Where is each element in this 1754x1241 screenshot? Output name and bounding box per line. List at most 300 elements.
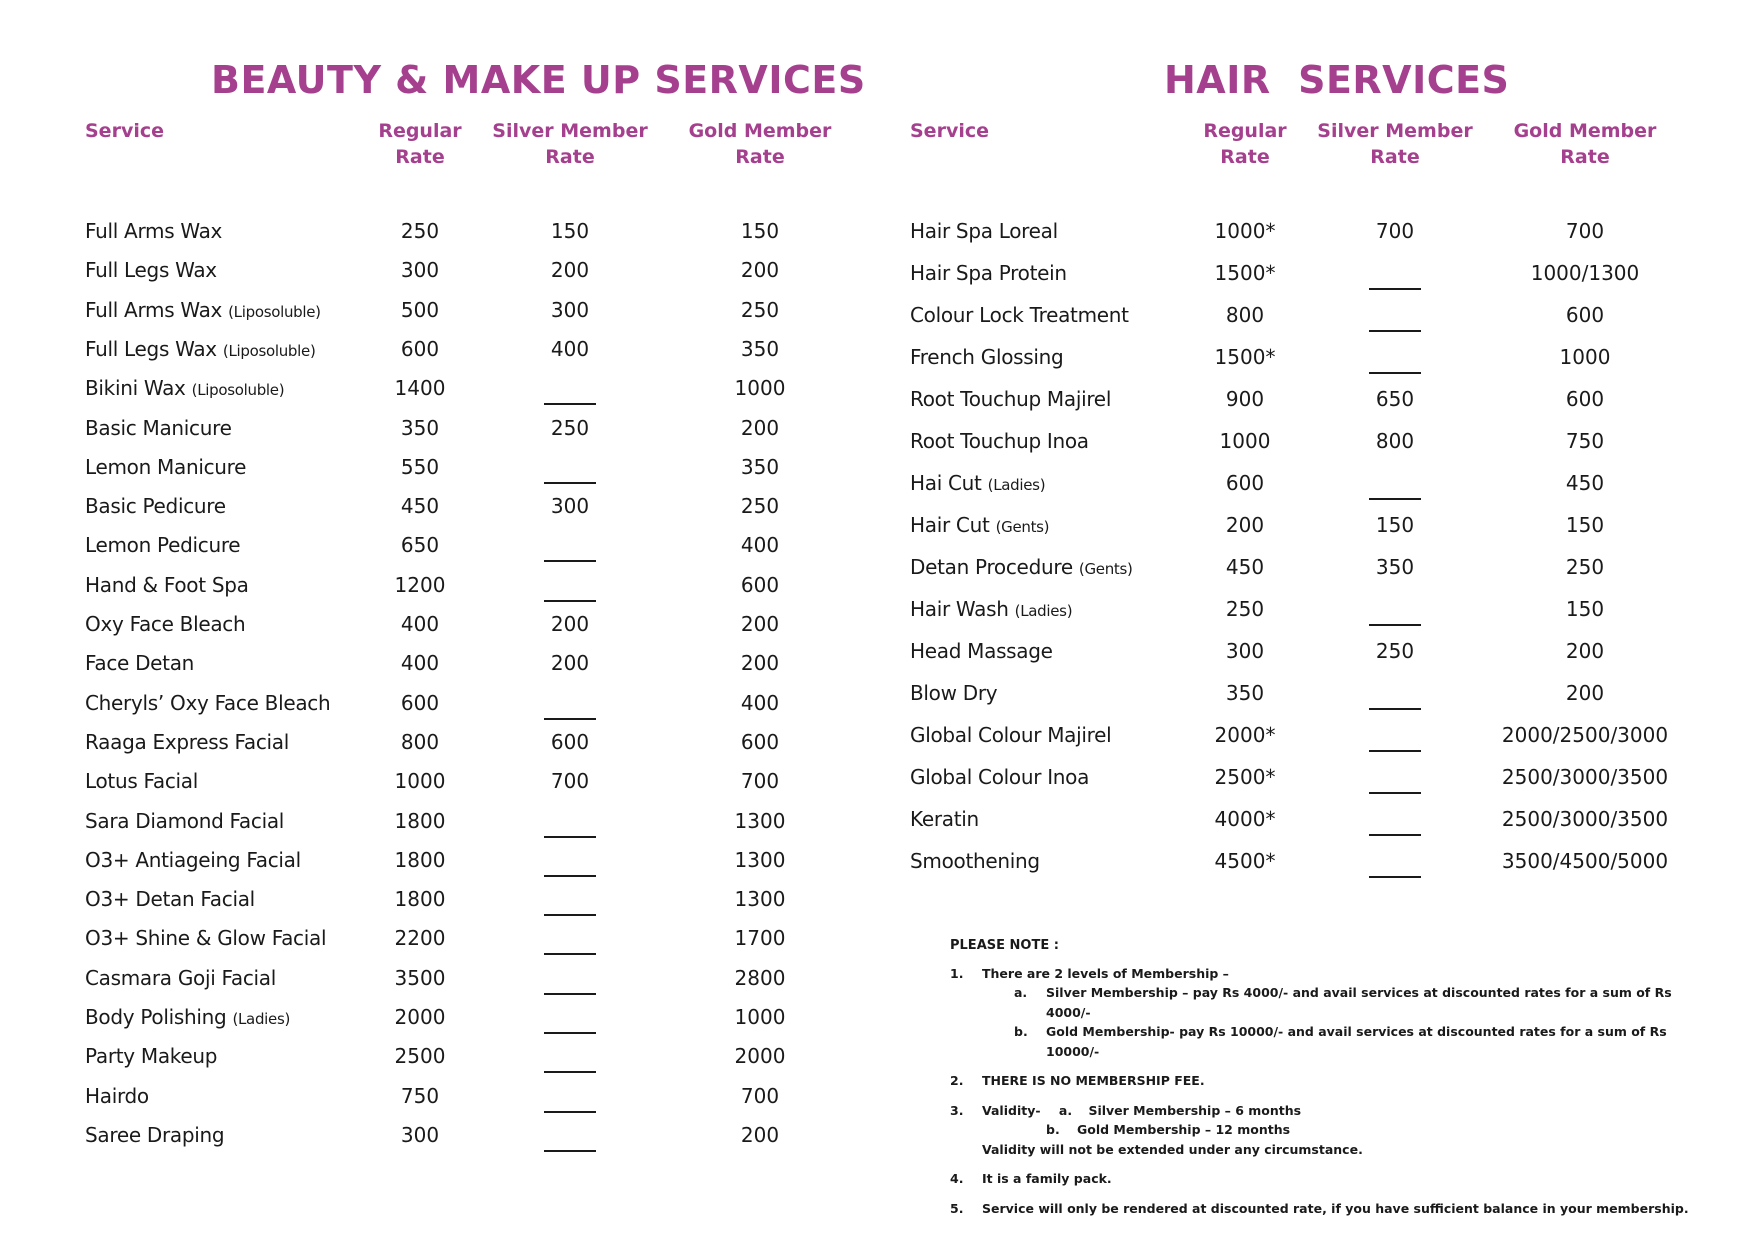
service-name — [910, 258, 1067, 288]
silver-rate: 700 — [1375, 219, 1415, 243]
service-name-text: Root Touchup Majirel — [910, 387, 1112, 411]
gold-rate: 600 — [1565, 303, 1605, 327]
service-name-text: Blow Dry — [910, 681, 998, 705]
service-name — [910, 804, 979, 834]
service-name — [85, 1120, 224, 1150]
regular-rate: 450 — [1225, 555, 1265, 579]
service-row — [85, 334, 845, 364]
regular-rate: 800 — [1225, 303, 1265, 327]
silver-rate — [470, 1041, 670, 1073]
service-qualifier: (Ladies) — [987, 476, 1046, 494]
beauty-header-service: Service — [85, 120, 164, 142]
note-validity-label: Validity- — [982, 1102, 1041, 1118]
note-sub-text: Silver Membership – 6 months — [1088, 1102, 1302, 1118]
regular-rate: 1000 — [394, 769, 446, 794]
not-available-dash — [1369, 372, 1421, 374]
service-name-text: Full Arms Wax — [85, 219, 223, 243]
note-validity-line — [982, 1101, 1720, 1121]
regular-rate: 2000 — [394, 1005, 446, 1029]
gold-rate: 2000 — [734, 1044, 786, 1069]
note-sub-label: b. — [1014, 1024, 1028, 1039]
silver-rate — [470, 963, 670, 995]
regular-rate: 350 — [1225, 681, 1265, 705]
gold-rate: 250 — [1565, 555, 1605, 579]
service-row — [85, 766, 845, 796]
note-text: Service will only be rendered at discounted rate, if you have sufficient balance in your membership. — [982, 1200, 1689, 1216]
service-name-text: Oxy Face Bleach — [85, 612, 246, 636]
regular-rate: 4500* — [1214, 849, 1276, 873]
regular-rate: 450 — [400, 494, 440, 519]
not-available-dash — [1369, 876, 1421, 878]
silver-rate: 300 — [550, 494, 590, 519]
service-row — [85, 452, 845, 482]
regular-rate: 1800 — [394, 887, 446, 912]
service-row — [910, 216, 1690, 246]
note-text: It is a family pack. — [982, 1171, 1112, 1186]
silver-rate: 150 — [1375, 513, 1415, 537]
service-row — [85, 1041, 845, 1071]
gold-rate: 700 — [740, 769, 780, 794]
not-available-dash — [1369, 792, 1421, 794]
regular-rate: 1000 — [1219, 429, 1271, 453]
hair-header-regular: Regular Rate — [1203, 120, 1287, 168]
service-name — [910, 678, 997, 708]
service-name — [85, 648, 194, 678]
service-row — [85, 373, 845, 403]
service-row — [85, 216, 845, 246]
service-name-text: Hair Spa Protein — [910, 261, 1067, 285]
silver-rate — [470, 845, 670, 877]
service-row — [85, 806, 845, 836]
silver-rate — [470, 884, 670, 916]
service-name-text: Casmara Goji Facial — [85, 965, 277, 990]
service-row — [85, 255, 845, 285]
note-item-4 — [950, 1169, 1720, 1189]
service-name — [85, 413, 232, 443]
hair-title: HAIR SERVICES — [1164, 58, 1510, 102]
service-name — [910, 594, 1072, 626]
silver-rate — [1295, 258, 1495, 290]
gold-rate: 150 — [740, 219, 780, 243]
note-text: THERE IS NO MEMBERSHIP FEE. — [982, 1073, 1205, 1088]
silver-rate — [1295, 720, 1495, 752]
regular-rate: 600 — [400, 690, 440, 715]
silver-rate: 200 — [550, 612, 590, 636]
not-available-dash — [544, 482, 596, 484]
note-sub-label: a. — [1014, 985, 1028, 1000]
service-name — [85, 923, 326, 953]
gold-rate: 200 — [740, 415, 780, 440]
service-row — [85, 884, 845, 914]
not-available-dash — [544, 836, 596, 838]
service-name-text: Hair Wash — [910, 597, 1009, 621]
service-row — [910, 426, 1690, 456]
service-name-text: Keratin — [910, 807, 979, 831]
gold-rate: 250 — [740, 494, 780, 519]
service-name-text: Full Arms Wax — [85, 297, 223, 322]
note-sub-label: a. — [1058, 1102, 1073, 1118]
service-name-text: Hand & Foot Spa — [85, 572, 249, 597]
service-name-text: O3+ Antiageing Facial — [85, 847, 301, 872]
not-available-dash — [544, 1032, 596, 1034]
note-text: Validity will not be extended under any circumstance. — [982, 1141, 1363, 1157]
service-name-text: Raaga Express Facial — [85, 729, 290, 754]
note-item-1 — [950, 964, 1720, 1062]
not-available-dash — [1369, 750, 1421, 752]
note-sub-text: Gold Membership – 12 months — [1077, 1122, 1291, 1137]
silver-rate — [470, 1120, 670, 1152]
gold-rate: 3500/4500/5000 — [1501, 849, 1669, 873]
service-name-text: Lemon Pedicure — [85, 533, 241, 558]
silver-rate: 700 — [550, 769, 590, 794]
gold-rate: 350 — [740, 454, 780, 479]
silver-rate: 250 — [550, 415, 590, 440]
service-qualifier: (Liposoluble) — [191, 381, 285, 400]
not-available-dash — [1369, 498, 1421, 500]
regular-rate: 200 — [1225, 513, 1265, 537]
service-name — [910, 762, 1089, 792]
regular-rate: 400 — [400, 651, 440, 676]
service-name — [85, 727, 289, 757]
gold-rate: 150 — [1565, 597, 1605, 621]
gold-rate: 1000/1300 — [1530, 261, 1640, 285]
regular-rate: 2500 — [394, 1044, 446, 1069]
silver-rate — [1295, 342, 1495, 374]
silver-rate — [1295, 678, 1495, 710]
service-name — [85, 255, 217, 285]
service-row — [910, 510, 1690, 540]
service-row — [85, 1002, 845, 1032]
silver-rate: 150 — [550, 219, 590, 243]
service-qualifier: (Liposoluble) — [222, 341, 316, 360]
gold-rate: 200 — [1565, 639, 1605, 663]
beauty-header-gold: Gold Member Rate — [688, 120, 832, 168]
service-name — [85, 806, 284, 836]
beauty-header-regular: Regular Rate — [378, 120, 462, 168]
service-name-text: Full Legs Wax — [85, 336, 217, 361]
note-number: 3. — [950, 1102, 964, 1118]
service-qualifier: (Gents) — [995, 518, 1050, 536]
regular-rate: 750 — [400, 1083, 440, 1108]
silver-rate — [1295, 846, 1495, 878]
regular-rate: 2000* — [1214, 723, 1276, 747]
service-name-text: Root Touchup Inoa — [910, 429, 1089, 453]
service-name — [910, 342, 1063, 372]
service-name-text: French Glossing — [910, 345, 1064, 369]
gold-rate: 400 — [740, 690, 780, 715]
service-name — [910, 384, 1111, 414]
gold-rate: 2500/3000/3500 — [1501, 765, 1669, 789]
gold-rate: 600 — [1565, 387, 1605, 411]
service-row — [85, 491, 845, 521]
regular-rate: 900 — [1225, 387, 1265, 411]
service-name — [85, 884, 255, 914]
gold-rate: 600 — [740, 572, 780, 597]
service-row — [910, 594, 1690, 624]
service-name — [910, 846, 1040, 876]
note-item-5 — [950, 1199, 1720, 1219]
gold-rate: 2000/2500/3000 — [1501, 723, 1669, 747]
service-name — [910, 300, 1129, 330]
note-number: 2. — [950, 1073, 964, 1088]
beauty-header-silver: Silver Member Rate — [492, 120, 648, 168]
note-sub-label: b. — [1046, 1122, 1060, 1137]
not-available-dash — [544, 993, 596, 995]
note-sub-text: Gold Membership- pay Rs 10000/- and avail services at discounted rates for a sum of Rs 10000/- — [1046, 1024, 1667, 1059]
note-number: 4. — [950, 1171, 964, 1186]
service-name-text: Smoothening — [910, 849, 1040, 873]
service-name-text: Cheryls’ Oxy Face Bleach — [85, 690, 331, 715]
note-item-2 — [950, 1071, 1720, 1091]
service-name-text: Full Legs Wax — [85, 258, 217, 283]
not-available-dash — [1369, 834, 1421, 836]
not-available-dash — [544, 403, 596, 405]
regular-rate: 1800 — [394, 808, 446, 833]
service-row — [85, 413, 845, 443]
note-subitem — [982, 983, 1720, 1022]
service-name — [910, 720, 1111, 750]
service-name — [85, 845, 301, 875]
membership-notes — [950, 936, 1720, 1228]
service-row — [910, 468, 1690, 498]
gold-rate: 200 — [740, 651, 780, 676]
service-name — [85, 373, 284, 405]
regular-rate: 300 — [400, 258, 440, 283]
service-qualifier: (Gents) — [1078, 560, 1133, 578]
silver-rate — [470, 806, 670, 838]
service-row — [85, 1081, 845, 1111]
silver-rate — [1295, 804, 1495, 836]
gold-rate: 750 — [1565, 429, 1605, 453]
service-name — [85, 570, 249, 600]
regular-rate: 2200 — [394, 926, 446, 951]
regular-rate: 800 — [400, 729, 440, 754]
service-name-text: Lemon Manicure — [85, 454, 247, 479]
not-available-dash — [544, 914, 596, 916]
service-name-text: Global Colour Majirel — [910, 723, 1112, 747]
service-name-text: Face Detan — [85, 651, 195, 676]
service-row — [910, 678, 1690, 708]
service-row — [910, 300, 1690, 330]
service-row — [910, 720, 1690, 750]
service-name — [910, 426, 1089, 456]
gold-rate: 1700 — [734, 926, 786, 951]
service-name-text: Detan Procedure — [910, 555, 1073, 579]
service-name-text: O3+ Shine & Glow Facial — [85, 926, 327, 951]
service-row — [910, 636, 1690, 666]
note-item-3 — [950, 1101, 1720, 1160]
note-number: 5. — [950, 1200, 964, 1216]
service-name-text: Sara Diamond Facial — [85, 808, 285, 833]
gold-rate: 1300 — [734, 847, 786, 872]
service-row — [85, 530, 845, 560]
regular-rate: 550 — [400, 454, 440, 479]
service-row — [85, 570, 845, 600]
service-name — [910, 636, 1053, 666]
service-row — [85, 963, 845, 993]
not-available-dash — [1369, 288, 1421, 290]
silver-rate: 250 — [1375, 639, 1415, 663]
silver-rate: 650 — [1375, 387, 1415, 411]
gold-rate: 2800 — [734, 965, 786, 990]
service-row — [910, 384, 1690, 414]
silver-rate — [470, 688, 670, 720]
service-name — [85, 530, 240, 560]
service-name — [910, 510, 1049, 542]
service-name-text: Bikini Wax — [85, 376, 186, 401]
service-row — [910, 258, 1690, 288]
regular-rate: 1500* — [1214, 261, 1276, 285]
note-number: 1. — [950, 965, 964, 981]
gold-rate: 200 — [740, 258, 780, 283]
regular-rate: 2500* — [1214, 765, 1276, 789]
service-row — [85, 1120, 845, 1150]
service-name — [910, 552, 1133, 584]
silver-rate — [1295, 594, 1495, 626]
beauty-title: BEAUTY & MAKE UP SERVICES — [211, 58, 866, 102]
regular-rate: 1400 — [394, 376, 446, 401]
gold-rate: 700 — [1565, 219, 1605, 243]
silver-rate — [1295, 762, 1495, 794]
regular-rate: 250 — [400, 219, 440, 243]
service-name — [85, 491, 226, 521]
gold-rate: 200 — [1565, 681, 1605, 705]
not-available-dash — [1369, 624, 1421, 626]
regular-rate: 1500* — [1214, 345, 1276, 369]
regular-rate: 4000* — [1214, 807, 1276, 831]
gold-rate: 400 — [740, 533, 780, 558]
note-sub-text: Silver Membership – pay Rs 4000/- and avail services at discounted rates for a sum of Rs 4000/- — [1046, 985, 1672, 1020]
note-subitem — [982, 1120, 1720, 1140]
service-name-text: Party Makeup — [85, 1044, 218, 1069]
not-available-dash — [544, 1150, 596, 1152]
silver-rate — [470, 923, 670, 955]
regular-rate: 1800 — [394, 847, 446, 872]
gold-rate: 600 — [740, 729, 780, 754]
silver-rate — [470, 1081, 670, 1113]
silver-rate — [1295, 300, 1495, 332]
regular-rate: 600 — [400, 336, 440, 361]
service-row — [910, 552, 1690, 582]
regular-rate: 500 — [400, 297, 440, 322]
silver-rate: 400 — [550, 336, 590, 361]
service-name — [85, 1081, 149, 1111]
silver-rate — [470, 570, 670, 602]
silver-rate: 350 — [1375, 555, 1415, 579]
service-name-text: Lotus Facial — [85, 769, 199, 794]
not-available-dash — [544, 1111, 596, 1113]
hair-header-gold: Gold Member Rate — [1513, 120, 1657, 168]
service-row — [910, 804, 1690, 834]
regular-rate: 400 — [400, 612, 440, 636]
service-name-text: Hairdo — [85, 1083, 149, 1108]
service-name-text: Saree Draping — [85, 1122, 225, 1147]
service-qualifier: (Ladies) — [1014, 602, 1073, 620]
service-name — [910, 468, 1045, 500]
regular-rate: 350 — [400, 415, 440, 440]
gold-rate: 1300 — [734, 808, 786, 833]
service-name-text: Global Colour Inoa — [910, 765, 1090, 789]
hair-header-service: Service — [910, 120, 989, 142]
silver-rate — [470, 530, 670, 562]
gold-rate: 1000 — [1559, 345, 1611, 369]
service-row — [910, 762, 1690, 792]
service-name — [85, 334, 316, 366]
silver-rate: 200 — [550, 651, 590, 676]
not-available-dash — [544, 1071, 596, 1073]
service-name-text: Hair Spa Loreal — [910, 219, 1058, 243]
regular-rate: 300 — [400, 1122, 440, 1147]
service-name-text: Colour Lock Treatment — [910, 303, 1129, 327]
service-name — [85, 1041, 217, 1071]
hair-header-silver: Silver Member Rate — [1317, 120, 1473, 168]
service-name — [85, 216, 222, 246]
notes-heading: PLEASE NOTE : — [950, 938, 1059, 953]
gold-rate: 700 — [740, 1083, 780, 1108]
service-name-text: Hai Cut — [910, 471, 982, 495]
note-text: There are 2 levels of Membership – — [982, 965, 1229, 981]
gold-rate: 1300 — [734, 887, 786, 912]
service-name — [85, 688, 330, 718]
gold-rate: 150 — [1565, 513, 1605, 537]
silver-rate — [470, 452, 670, 484]
note-subitem — [982, 1022, 1720, 1061]
service-name-text: Body Polishing — [85, 1005, 227, 1029]
not-available-dash — [544, 600, 596, 602]
silver-rate: 800 — [1375, 429, 1415, 453]
not-available-dash — [544, 953, 596, 955]
service-row — [910, 846, 1690, 876]
gold-rate: 1000 — [734, 1005, 786, 1029]
service-name — [85, 1002, 290, 1034]
regular-rate: 250 — [1225, 597, 1265, 621]
service-name-text: Basic Pedicure — [85, 494, 226, 519]
gold-rate: 200 — [740, 612, 780, 636]
regular-rate: 1200 — [394, 572, 446, 597]
gold-rate: 450 — [1565, 471, 1605, 495]
service-row — [85, 845, 845, 875]
service-row — [85, 295, 845, 325]
gold-rate: 350 — [740, 336, 780, 361]
silver-rate — [1295, 468, 1495, 500]
service-row — [85, 648, 845, 678]
silver-rate — [470, 373, 670, 405]
not-available-dash — [1369, 708, 1421, 710]
gold-rate: 2500/3000/3500 — [1501, 807, 1669, 831]
service-name — [85, 452, 246, 482]
service-name-text: Head Massage — [910, 639, 1053, 663]
service-name-text: O3+ Detan Facial — [85, 887, 255, 912]
not-available-dash — [544, 560, 596, 562]
service-name — [85, 766, 198, 796]
service-qualifier: (Ladies) — [232, 1010, 291, 1028]
gold-rate: 200 — [740, 1122, 780, 1147]
gold-rate: 1000 — [734, 376, 786, 401]
service-name-text: Basic Manicure — [85, 415, 232, 440]
service-qualifier: (Liposoluble) — [228, 302, 321, 321]
silver-rate — [470, 1002, 670, 1034]
regular-rate: 1000* — [1214, 219, 1276, 243]
service-name — [85, 609, 245, 639]
silver-rate: 200 — [550, 258, 590, 283]
service-name-text: Hair Cut — [910, 513, 990, 537]
service-name — [910, 216, 1058, 246]
service-row — [910, 342, 1690, 372]
silver-rate: 300 — [550, 297, 590, 322]
regular-rate: 3500 — [394, 965, 446, 990]
regular-rate: 300 — [1225, 639, 1265, 663]
silver-rate: 600 — [550, 729, 590, 754]
